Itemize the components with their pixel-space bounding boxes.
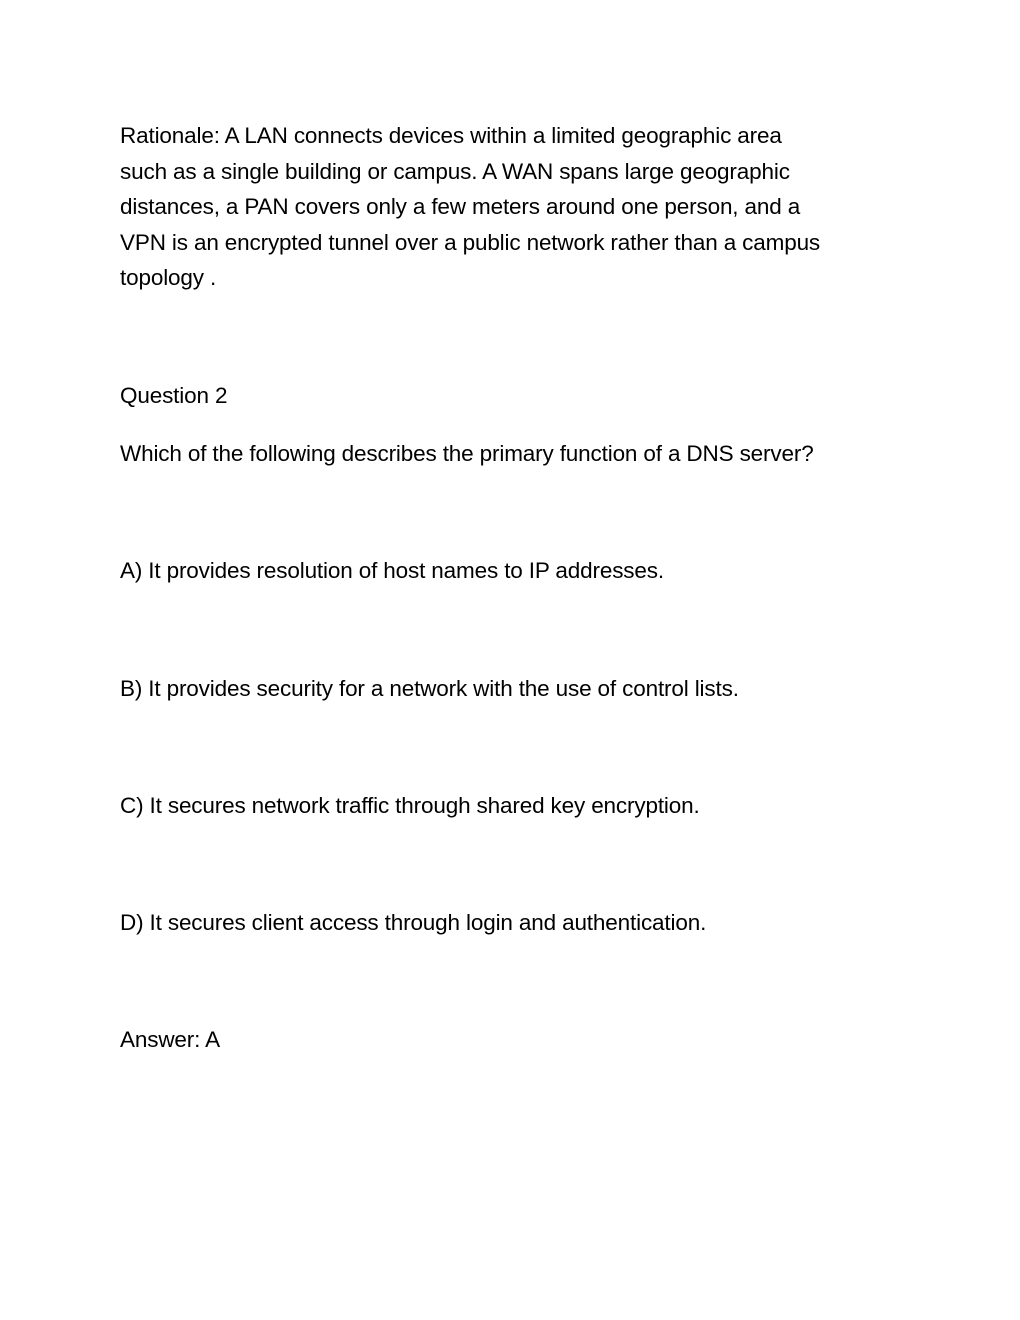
rationale-paragraph (120, 118, 820, 296)
rationale-line-3: distances, a PAN covers only a few meters around one person, and a (120, 194, 801, 219)
answer-option-c: C) It secures network traffic through shared key encryption. (120, 793, 700, 818)
rationale-line-4: VPN is an encrypted tunnel over a public network rather than a campus (120, 229, 821, 255)
answer-option-b: B) It provides security for a network with the use of control lists. (120, 676, 739, 701)
question-title: Question 2 (120, 383, 228, 408)
correct-answer: Answer: A (120, 1027, 220, 1052)
rationale-line-1: Rationale: A LAN connects devices within a limited geographic area (120, 123, 782, 148)
question-text: Which of the following describes the primary function of a DNS server? (120, 441, 814, 466)
answer-option-a: A) It provides resolution of host names to IP addresses. (120, 558, 664, 583)
answer-option-d: D) It secures client access through login and authentication. (120, 910, 707, 935)
rationale-line-2: such as a single building or campus. A WAN spans large geographic (120, 158, 790, 184)
rationale-line-5: topology . (120, 265, 217, 290)
